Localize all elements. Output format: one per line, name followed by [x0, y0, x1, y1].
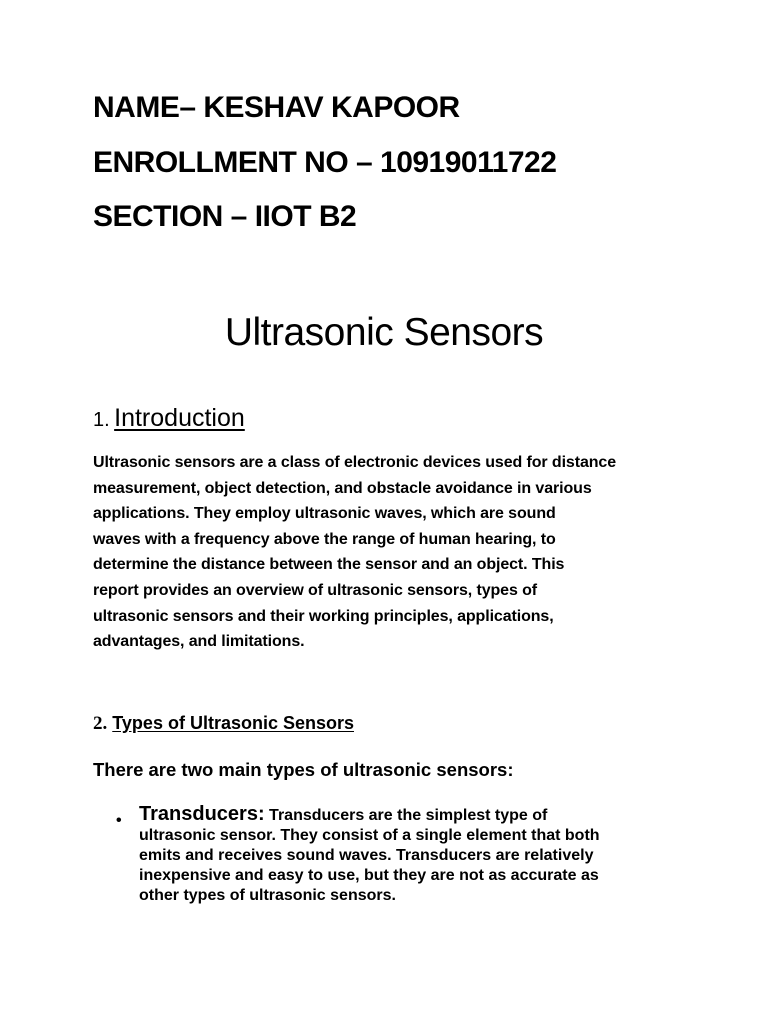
paragraph-line: Ultrasonic sensors are a class of electronic devices used for distance: [93, 454, 617, 471]
paragraph-line: report provides an overview of ultrasonic sensors, types of: [93, 581, 538, 599]
bullet-line: ultrasonic sensor. They consist of a single element that both: [139, 827, 600, 844]
document-title: Ultrasonic Sensors: [224, 311, 544, 354]
paragraph-line: measurement, object detection, and obstacle avoidance in various: [93, 479, 592, 497]
bullet-marker: •: [116, 812, 122, 829]
section-1-heading: [93, 404, 245, 433]
bullet-first-line: [139, 804, 699, 826]
student-name: NAME– KESHAV KAPOOR: [93, 91, 460, 124]
paragraph-line: applications. They employ ultrasonic waves, which are sound: [93, 505, 556, 523]
paragraph-line: waves with a frequency above the range of human hearing, to: [93, 530, 556, 548]
section-1-title: Introduction: [114, 404, 245, 432]
section-2-heading: [93, 713, 354, 735]
paragraph-line: determine the distance between the sensor and an object. This: [93, 556, 565, 574]
section-label: SECTION – IIOT B2: [93, 200, 357, 233]
introduction-paragraph: [93, 450, 693, 655]
enrollment-number: ENROLLMENT NO – 10919011722: [93, 146, 557, 179]
paragraph-line: advantages, and limitations.: [93, 633, 305, 651]
bullet-line: inexpensive and easy to use, but they are not as accurate as: [139, 867, 599, 884]
section-2-title: Types of Ultrasonic Sensors: [112, 713, 354, 733]
bullet-line: emits and receives sound waves. Transducers are relatively: [139, 847, 594, 864]
bullet-first-line-text: Transducers are the simplest type of: [264, 807, 548, 824]
section-2-number: 2.: [93, 713, 108, 734]
section-1-number: 1.: [93, 409, 110, 431]
list-item: [139, 804, 699, 906]
paragraph-line: ultrasonic sensors and their working principles, applications,: [93, 607, 554, 625]
bullet-line: other types of ultrasonic sensors.: [139, 887, 396, 904]
bullet-term: Transducers:: [139, 803, 265, 825]
types-intro-text: There are two main types of ultrasonic sensors:: [93, 759, 514, 780]
